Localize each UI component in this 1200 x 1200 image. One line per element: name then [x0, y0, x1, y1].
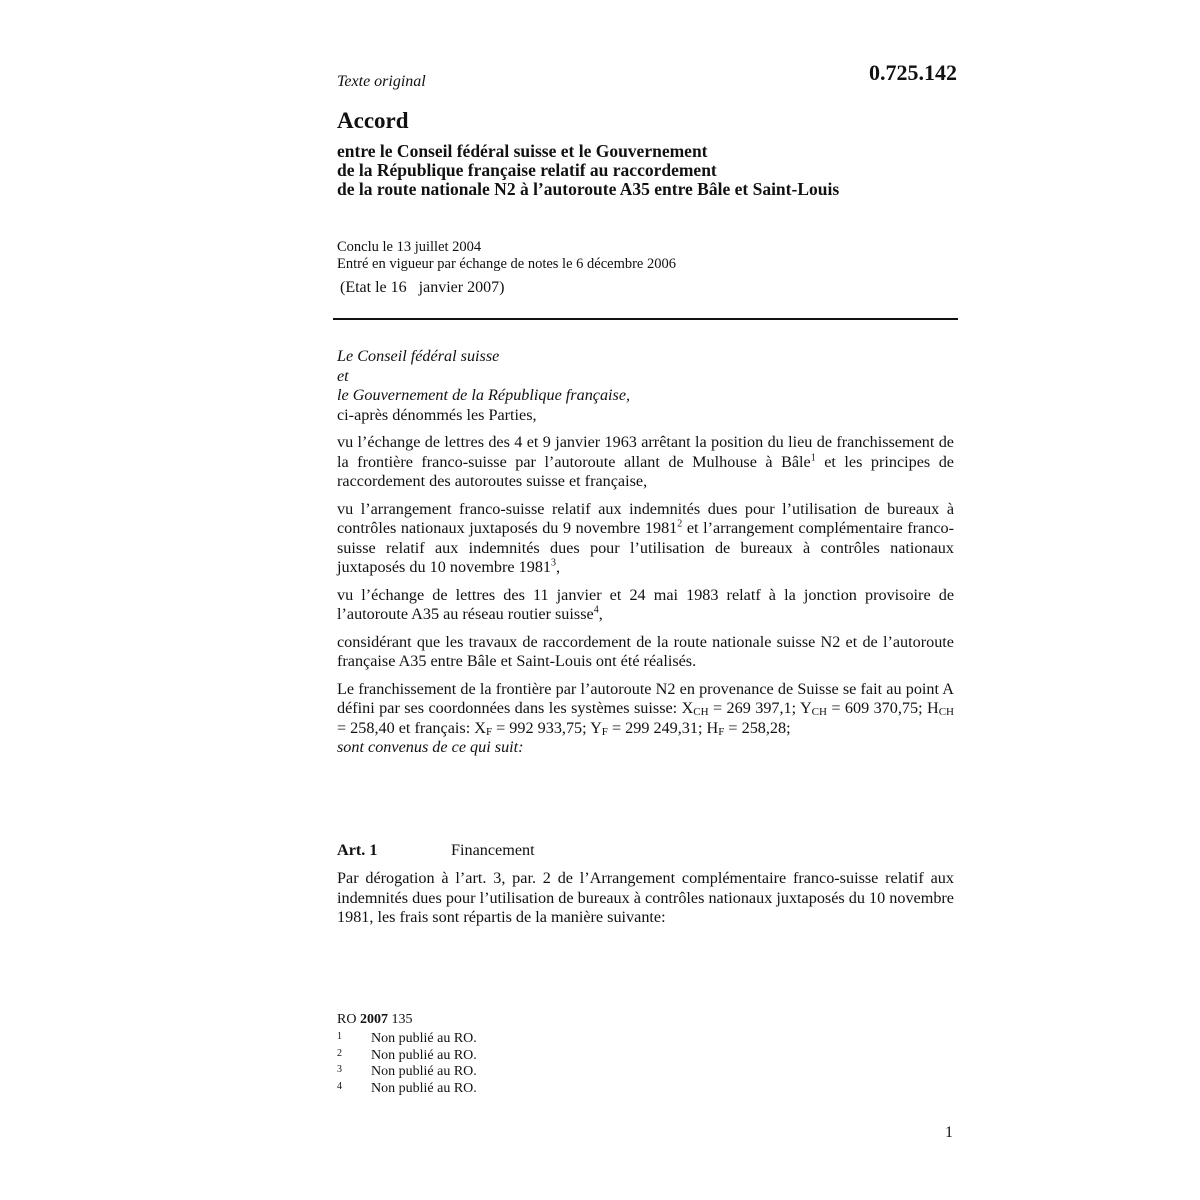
texte-original-label: Texte original: [337, 73, 426, 90]
subtitle-line: entre le Conseil fédéral suisse et le Gouvernement: [337, 141, 708, 161]
parties-designation: ci-après dénommés les Parties,: [337, 405, 537, 424]
status-date: (Etat le 16 janvier 2007): [340, 279, 505, 296]
entry-into-force-date: Entré en vigueur par échange de notes le 6 décembre 2006: [337, 256, 676, 272]
footnote-number: 3: [337, 1064, 342, 1075]
preamble-conclusion: sont convenus de ce qui suit:: [337, 738, 524, 756]
conjunction: et: [337, 366, 349, 385]
ro-reference: [337, 1012, 412, 1028]
footnote: [337, 1031, 477, 1048]
footnote-number: 2: [337, 1047, 342, 1059]
recital-1-text: vu l’échange de lettres des 4 et 9 janvier 1963 arrêtant la position du lieu de franchissement de la frontière franco-suisse par l’autoroute allant de Mulhouse à Bâle: [337, 433, 954, 471]
ro-year: 2007: [359, 1012, 388, 1027]
footnote-text: Non publié au RO.: [371, 1031, 477, 1046]
coord-x-f: $X_F = 992$ 933,75;: [474, 718, 591, 738]
footnote-ref-2[interactable]: 2: [677, 518, 683, 530]
subtitle-line: de la République française relatif au raccordement: [337, 160, 717, 180]
coord-x-ch: $X_{CH} = 269$ 397,1;: [681, 699, 800, 718]
party-swiss: Le Conseil fédéral suisse: [337, 347, 500, 365]
recital-1-end: et les principes de raccordement des autoroutes suisse et française,: [337, 452, 954, 490]
party-french: le Gouvernement de la République française,: [337, 386, 631, 404]
article-1-paragraph: Par dérogation à l’art. 3, par. 2 de l’Arrangement complémentaire franco-suisse relatif aux indemnités dues pour l’utilisation de bureaux à contrôles nationaux juxtaposés du 10 novembre 1981, les frais sont répartis de la manière suivante:: [337, 869, 954, 926]
subtitle-line: de la route nationale N2 à l’autoroute A35 entre Bâle et Saint-Louis: [337, 179, 840, 199]
recital-3: [337, 586, 954, 625]
footnote-ref-3[interactable]: 3: [551, 557, 557, 569]
footnote-ref-4[interactable]: 4: [593, 604, 599, 616]
page-number: 1: [945, 1124, 953, 1141]
document-title: Accord: [337, 108, 409, 133]
coord-h-f: $H_F = 258,28$;: [706, 718, 791, 738]
article-1-heading: [337, 841, 535, 860]
footnote: [337, 1064, 477, 1081]
footnote-number: 4: [337, 1080, 342, 1092]
footnotes: [337, 1031, 477, 1097]
recital-2: [337, 500, 954, 578]
document-subtitle: [337, 142, 957, 199]
footnote: [337, 1048, 477, 1065]
law-number: 0.725.142: [869, 60, 957, 85]
recital-2-text-b: et l’arrangement complémentaire franco-suisse relatif aux indemnités dues pour l’utilisation de bureaux à contrôles nationaux juxtaposés du 10 novembre 1981: [337, 519, 954, 576]
document-page: [337, 0, 957, 1200]
footnote-ref-1[interactable]: 1: [810, 452, 816, 464]
footnote-text: Non publié au RO.: [371, 1047, 477, 1063]
crossing-intro: Le franchissement de la frontière par l’autoroute N2 en provenance de Suisse se fait au point A défini par ses coordonnées dans les systèmes suisse:: [337, 679, 954, 717]
footnote: [337, 1081, 477, 1098]
recital-considerant: considérant que les travaux de raccordement de la route nationale suisse N2 et de l’autoroute française A35 entre Bâle et Saint-Louis ont été réalisés.: [337, 632, 954, 670]
footnote-text: Non publié au RO.: [371, 1080, 477, 1096]
article-title: Financement: [451, 841, 535, 859]
article-number: Art. 1: [337, 841, 378, 859]
footnote-text: Non publié au RO.: [371, 1064, 477, 1079]
footnote-number: 1: [337, 1031, 342, 1042]
crossing-point-paragraph: [337, 680, 954, 739]
recital-2-text-a: vu l’arrangement franco-suisse relatif aux indemnités dues pour l’utilisation de bureaux à contrôles nationaux juxtaposés du 9 novembre 1981: [337, 499, 954, 537]
ro-page: 135: [391, 1012, 413, 1027]
recital-3-end: ,: [598, 605, 603, 623]
coord-h-ch: $H_{CH} = 258,40$ et français:: [337, 699, 954, 737]
ro-prefix: RO: [337, 1012, 357, 1027]
header-divider: [333, 318, 958, 320]
article-1-body: [337, 869, 954, 928]
coord-y-f: $Y_F = 299$ 249,31;: [590, 718, 707, 738]
conclusion-date: Conclu le 13 juillet 2004: [337, 239, 482, 255]
preamble: [337, 347, 954, 766]
recital-1: [337, 433, 954, 492]
coord-y-ch: $Y_{CH} = 609$ 370,75;: [799, 699, 928, 718]
recital-3-text: vu l’échange de lettres des 11 janvier et 24 mai 1983 relatf à la jonction provisoire de l’autoroute A35 au réseau routier suisse: [337, 585, 954, 623]
dates-block: [337, 239, 676, 273]
recital-2-end: ,: [556, 558, 561, 576]
